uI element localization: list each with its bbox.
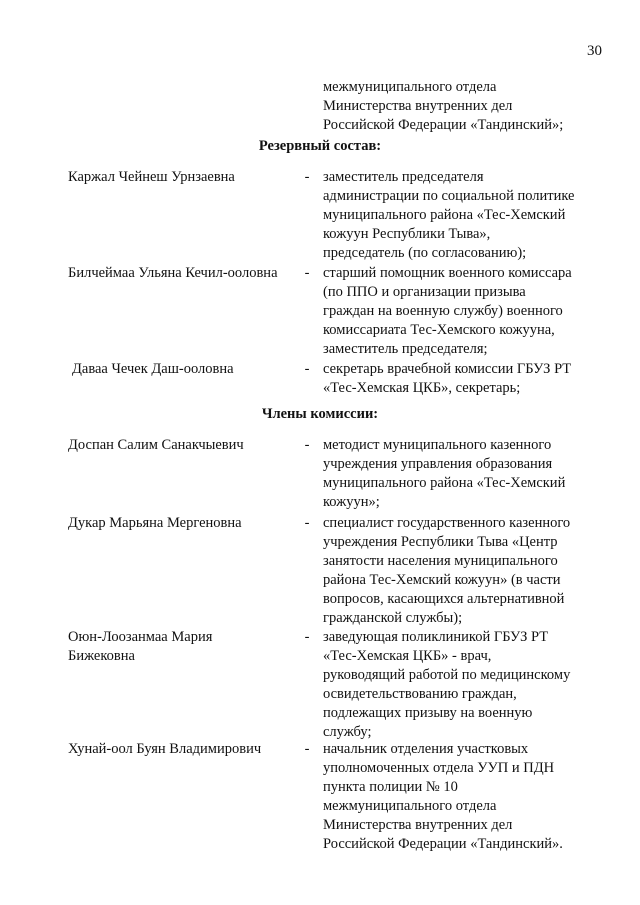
member-name: Хунай-оол Буян Владимирович [68, 741, 262, 757]
continuation-block [323, 78, 613, 135]
dash-separator: - [304, 361, 310, 377]
continuation-line: Российской Федерации «Тандинский»; [323, 117, 564, 133]
member-name: Дукар Марьяна Мергеновна [68, 515, 242, 531]
reserve-heading: Резервный состав: [258, 138, 382, 154]
member-role: секретарь врачебной комиссии ГБУЗ РТ «Тес-Хемская ЦКБ», секретарь; [323, 361, 572, 396]
continuation-line: межмуниципального отдела [323, 79, 497, 95]
member-name: Каржал Чейнеш Урнзаевна [68, 169, 235, 185]
dash-separator: - [304, 265, 310, 281]
continuation-line: Министерства внутренних дел [323, 98, 513, 114]
dash-separator: - [304, 629, 310, 645]
members-heading: Члены комиссии: [261, 406, 379, 422]
member-role: старший помощник военного комиссара (по ППО и организации призыва граждан на военную службу) военного комиссариата Тес-Хемского кожууна, заместитель председателя; [323, 265, 572, 357]
member-role: заместитель председателя администрации по социальной политике муниципального района «Тес-Хемский кожуун Республики Тыва», председатель (по согласованию); [323, 169, 575, 261]
member-name: Даваа Чечек Даш-ооловна [72, 361, 234, 377]
member-name: Доспан Салим Санакчыевич [68, 437, 244, 453]
dash-separator: - [304, 515, 310, 531]
member-role: методист муниципального казенного учреждения управления образования муниципального района «Тес-Хемский кожуун»; [323, 437, 566, 510]
dash-separator: - [304, 741, 310, 757]
member-role: начальник отделения участковых уполномоченных отдела УУП и ПДН пункта полиции № 10 межмуниципального отдела Министерства внутренних дел Российской Федерации «Тандинский». [323, 741, 563, 852]
member-role: специалист государственного казенного учреждения Республики Тыва «Центр занятости населения муниципального района Тес-Хемский кожуун» (в части вопросов, касающихся альтернативной гражданской службы); [323, 515, 571, 626]
dash-separator: - [304, 437, 310, 453]
member-name: Оюн-Лоозанмаа Мария Бижековна [68, 629, 213, 664]
dash-separator: - [304, 169, 310, 185]
member-role: заведующая поликлиникой ГБУЗ РТ «Тес-Хемская ЦКБ» - врач, руководящий работой по медицинскому освидетельствованию граждан, подлежащих призыву на военную службу; [323, 629, 571, 740]
page-number: 30 [587, 43, 602, 59]
member-name: Билчеймаа Ульяна Кечил-ооловна [68, 265, 278, 281]
